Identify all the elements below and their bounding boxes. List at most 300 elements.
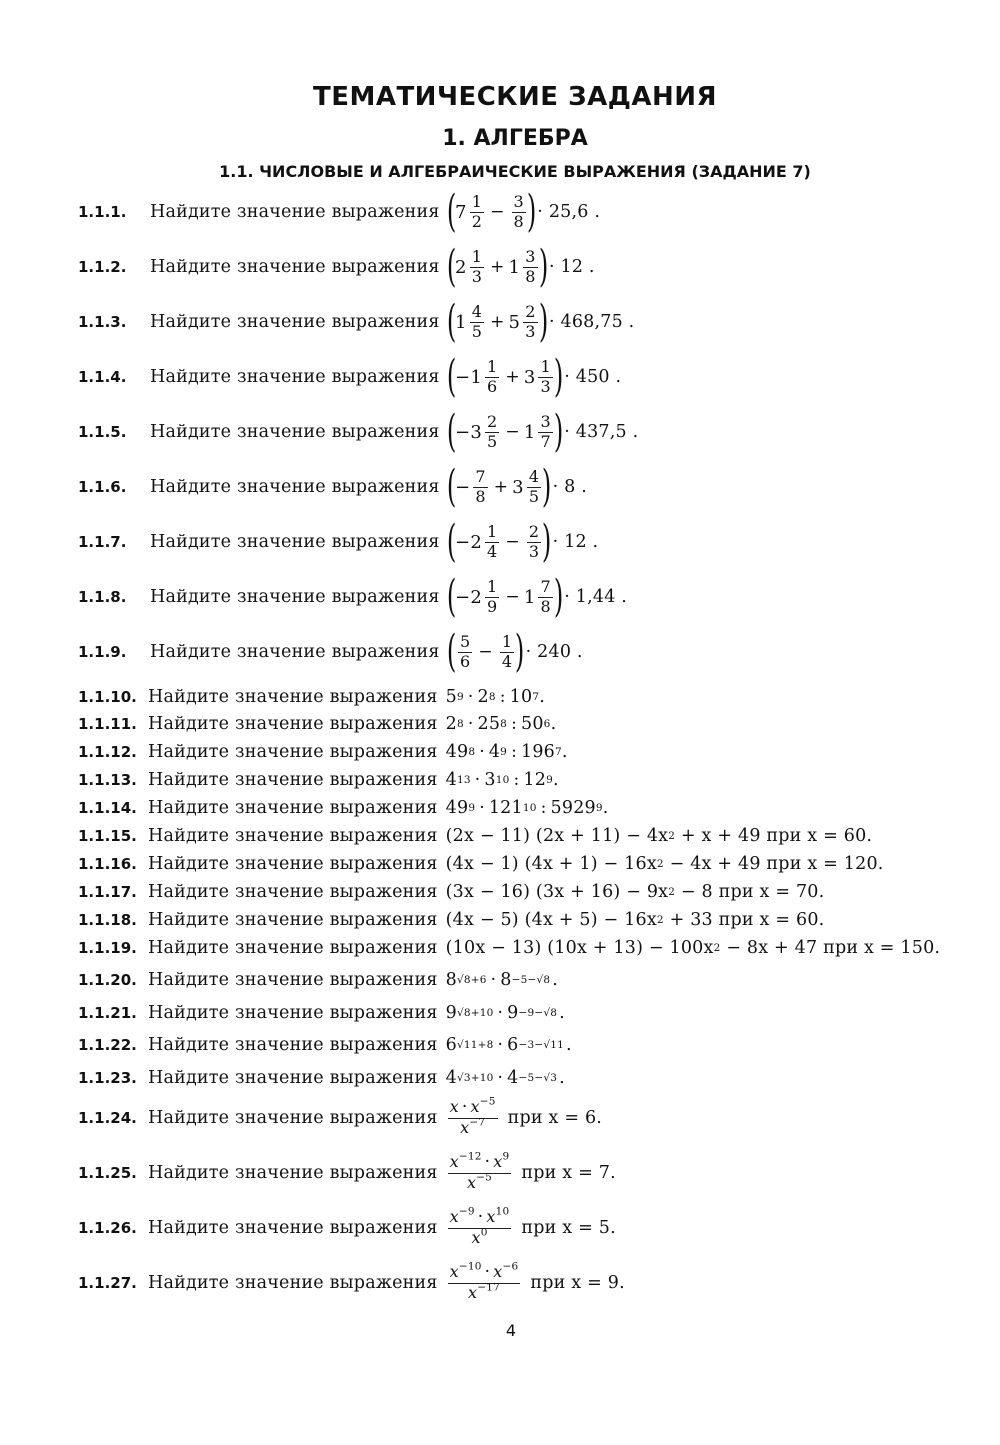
problem-number: 1.1.12. [78, 743, 137, 761]
fraction [448, 1205, 512, 1248]
exponent: −12 [458, 1150, 482, 1163]
denominator: 6 [486, 376, 498, 396]
whole-part: 5 [508, 311, 521, 333]
base: 8 [500, 970, 512, 990]
fraction [470, 191, 484, 231]
numerator: 1 [471, 246, 483, 266]
expression-tail: · 8 . [552, 477, 587, 497]
problem-lead: Найдите значение выражения [148, 938, 438, 958]
mixed-number [523, 411, 555, 451]
problem-lead: Найдите значение выражения [148, 1218, 438, 1238]
problem-number: 1.1.10. [78, 688, 137, 706]
exponent: 0 [480, 1226, 488, 1239]
operator: · [490, 970, 497, 990]
expression [446, 461, 552, 512]
base: 49 [445, 798, 469, 818]
problem-lead: Найдите значение выражения [150, 257, 440, 277]
problem-number: 1.1.27. [78, 1274, 137, 1292]
variable: x [493, 1262, 503, 1282]
problem-lead: Найдите значение выражения [150, 202, 440, 222]
whole-part: 1 [523, 421, 536, 443]
expression-tail: при x = 5. [521, 1218, 616, 1238]
denominator: 8 [525, 266, 536, 286]
problem-text [150, 351, 622, 402]
left-paren: ( [446, 571, 457, 622]
problem-text [150, 516, 599, 567]
fraction [470, 246, 484, 286]
whole-part: −3 [455, 421, 482, 443]
problem-text [148, 1150, 616, 1193]
problem-lead: Найдите значение выражения [148, 1108, 438, 1128]
left-paren: ( [446, 241, 457, 292]
operator: · [484, 1152, 491, 1173]
expression-part: (3x − 16) (3x + 16) − 9x [445, 882, 669, 902]
problem-lead: Найдите значение выражения [148, 910, 438, 930]
problem-text [150, 186, 601, 237]
numerator: 2 [528, 521, 540, 541]
mixed-number [455, 191, 486, 231]
expression [446, 626, 525, 677]
exponent: −6 [502, 1260, 519, 1273]
left-paren: ( [446, 626, 457, 677]
problem-number: 1.1.22. [78, 1036, 137, 1054]
operator: : [499, 687, 506, 707]
problem-number: 1.1.21. [78, 1004, 137, 1022]
operator: · [479, 798, 485, 818]
problem-lead: Найдите значение выражения [148, 1003, 438, 1023]
problem-lead: Найдите значение выражения [150, 532, 440, 552]
base: 12 [523, 770, 547, 790]
problem-number: 1.1.20. [78, 971, 137, 989]
expression-part: (10x − 13) (10x + 13) − 100x [445, 938, 714, 958]
operator: · [467, 687, 474, 707]
expression: 4 13 · 3 10 : 12 9 . [445, 770, 559, 790]
mixed-number [455, 301, 486, 341]
problem-text [148, 798, 609, 818]
problem-number: 1.1.5. [78, 423, 127, 441]
whole-part: − [455, 476, 471, 498]
problem-text [148, 742, 568, 762]
base: 2 [445, 714, 457, 734]
right-paren: ) [542, 516, 552, 567]
variable: x [486, 1207, 496, 1227]
problem-text [148, 1003, 565, 1023]
left-paren: ( [446, 406, 457, 457]
problem-text [148, 1035, 572, 1055]
period: . [559, 1003, 565, 1023]
expression-part: (4x − 5) (4x + 5) − 16x [445, 910, 657, 930]
fraction [500, 631, 514, 671]
right-paren: ) [542, 461, 552, 512]
variable: x [449, 1097, 459, 1117]
problem-lead: Найдите значение выражения [148, 770, 438, 790]
subsection-title: 1.1. ЧИСЛОВЫЕ И АЛГЕБРАИЧЕСКИЕ ВЫРАЖЕНИЯ (ЗАДАНИЕ 7) [219, 162, 811, 181]
base: 4 [445, 770, 457, 790]
problem-text [148, 1095, 603, 1138]
expression-tail: при x = 9. [530, 1273, 625, 1293]
whole-part: 1 [523, 586, 536, 608]
base: 49 [445, 742, 469, 762]
expression: 49 9 · 121 10 : 5929 9 . [445, 798, 609, 818]
numerator: 3 [513, 191, 524, 211]
problem-text [148, 687, 545, 707]
base: 10 [509, 687, 533, 707]
denominator: 8 [540, 596, 551, 616]
expression: (2x − 11) (2x + 11) − 4x 2 + x + 49 при x = 60. [445, 826, 873, 846]
problem-lead: Найдите значение выражения [150, 587, 440, 607]
fraction [485, 521, 499, 561]
period: . [539, 687, 545, 707]
right-paren: ) [515, 626, 525, 677]
variable: x [449, 1262, 459, 1282]
section-title: 1. АЛГЕБРА [442, 126, 588, 151]
problem-text [150, 241, 595, 292]
mixed-number [509, 191, 528, 231]
base: 6 [507, 1035, 519, 1055]
right-paren: ) [526, 186, 537, 237]
base: 196 [521, 742, 556, 762]
problem-number: 1.1.24. [78, 1109, 137, 1127]
problem-lead: Найдите значение выражения [148, 1273, 438, 1293]
expression: (4x − 5) (4x + 5) − 16x 2 + 33 при x = 60. [445, 910, 825, 930]
problem-text [150, 571, 628, 622]
base: 9 [507, 1003, 519, 1023]
denominator: 8 [513, 211, 524, 231]
expression-rest: + 33 при x = 60. [663, 910, 825, 930]
problem-number: 1.1.11. [78, 715, 137, 733]
expression-tail: · 25,6 . [537, 202, 601, 222]
problem-number: 1.1.15. [78, 827, 137, 845]
problem-lead: Найдите значение выражения [148, 714, 438, 734]
numerator: 4 [471, 301, 483, 321]
numerator: 7 [475, 466, 486, 486]
expression-tail: · 1,44 . [564, 587, 628, 607]
mixed-number [523, 356, 555, 396]
denominator: 3 [471, 266, 483, 286]
problem-text [148, 910, 824, 930]
problem-number: 1.1.7. [78, 533, 127, 551]
period: . [559, 1068, 565, 1088]
base: 5929 [550, 798, 596, 818]
right-paren: ) [538, 296, 549, 347]
problem-number: 1.1.25. [78, 1164, 137, 1182]
right-paren: ) [553, 351, 564, 402]
base: 3 [484, 770, 496, 790]
numerator [448, 1205, 512, 1229]
problem-number: 1.1.6. [78, 478, 127, 496]
exponent: −5 [476, 1171, 493, 1184]
right-paren: ) [538, 241, 549, 292]
denominator [469, 1226, 489, 1248]
mixed-number [455, 576, 501, 616]
whole-part: 3 [523, 366, 536, 388]
problem-number: 1.1.26. [78, 1219, 137, 1237]
numerator: 7 [540, 576, 551, 596]
problem-lead: Найдите значение выражения [148, 854, 438, 874]
problem-number: 1.1.23. [78, 1069, 137, 1087]
expression-part: (4x − 1) (4x + 1) − 16x [445, 854, 657, 874]
whole-part: 2 [455, 256, 467, 278]
mixed-number [497, 631, 516, 671]
expression: 9 √8+10 · 9 −9−√8 . [445, 1003, 565, 1023]
operator: + [505, 367, 520, 387]
problem-number: 1.1.14. [78, 799, 137, 817]
mixed-number [455, 246, 486, 286]
denominator: 5 [528, 486, 540, 506]
denominator [465, 1171, 494, 1193]
expression: 4 √3+10 · 4 −5−√3 . [445, 1068, 565, 1088]
denominator: 3 [540, 376, 551, 396]
problem-lead: Найдите значение выражения [148, 687, 438, 707]
operator: · [467, 714, 474, 734]
exponent: 10 [495, 1205, 510, 1218]
expression-rest: − 4x + 49 при x = 120. [663, 854, 884, 874]
denominator: 5 [486, 431, 498, 451]
expression-tail: · 12 . [548, 257, 595, 277]
base: 2 [477, 687, 489, 707]
operator: · [479, 742, 485, 762]
fraction [523, 246, 537, 286]
problem-text [148, 1068, 565, 1088]
expression: 6 √11+8 · 6 −3−√11 . [445, 1035, 572, 1055]
denominator: 7 [540, 431, 551, 451]
expression-part: (2x − 11) (2x + 11) − 4x [445, 826, 669, 846]
expression [446, 351, 564, 402]
variable: x [470, 1097, 480, 1117]
denominator: 4 [501, 651, 513, 671]
problem-lead: Найдите значение выражения [148, 1163, 438, 1183]
fraction [538, 411, 552, 451]
left-paren: ( [446, 461, 457, 512]
expression-tail: при x = 7. [521, 1163, 616, 1183]
problem-text [148, 1205, 616, 1248]
operator: : [511, 714, 517, 734]
base: 4 [445, 1068, 457, 1088]
problem-lead: Найдите значение выражения [150, 642, 440, 662]
expression: (10x − 13) (10x + 13) − 100x 2 − 8x + 47 при x = 150. [445, 938, 941, 958]
period: . [552, 970, 559, 990]
problem-lead: Найдите значение выражения [148, 742, 438, 762]
problem-text [150, 626, 583, 677]
numerator: 4 [528, 466, 540, 486]
numerator: 2 [486, 411, 498, 431]
exponent: −5 [479, 1095, 496, 1108]
fraction [448, 1150, 512, 1193]
operator: + [490, 257, 505, 277]
numerator: 3 [525, 246, 536, 266]
problem-lead: Найдите значение выражения [148, 798, 438, 818]
problem-lead: Найдите значение выражения [148, 1068, 438, 1088]
operator: : [513, 770, 520, 790]
left-paren: ( [446, 296, 457, 347]
fraction [527, 466, 541, 506]
problem-text [148, 938, 940, 958]
problem-lead: Найдите значение выражения [148, 970, 438, 990]
operator: · [484, 1262, 491, 1283]
variable: x [468, 1283, 478, 1303]
operator: · [497, 1003, 504, 1023]
problem-lead: Найдите значение выражения [148, 1035, 438, 1055]
problem-lead: Найдите значение выражения [150, 422, 440, 442]
expression: 49 8 · 4 9 : 196 7 . [445, 742, 568, 762]
mixed-number [455, 521, 501, 561]
problem-number: 1.1.4. [78, 368, 127, 386]
numerator: 5 [460, 631, 471, 651]
mixed-number [523, 576, 555, 616]
mixed-number [455, 631, 474, 671]
denominator: 6 [460, 651, 471, 671]
numerator: 3 [540, 411, 551, 431]
expression [446, 241, 549, 292]
problem-lead: Найдите значение выражения [150, 477, 440, 497]
problem-text [148, 770, 559, 790]
denominator [466, 1281, 502, 1303]
whole-part: −2 [455, 531, 482, 553]
denominator: 3 [528, 541, 540, 561]
problem-number: 1.1.17. [78, 883, 137, 901]
expression-tail: · 450 . [564, 367, 622, 387]
page-title: ТЕМАТИЧЕСКИЕ ЗАДАНИЯ [312, 82, 718, 112]
expression [446, 296, 549, 347]
fraction [523, 301, 537, 341]
whole-part: 1 [508, 256, 521, 278]
whole-part: 1 [455, 311, 467, 333]
variable: x [471, 1228, 481, 1248]
problem-text [148, 826, 872, 846]
expression: 5 9 · 2 8 : 10 7 . [445, 687, 545, 707]
operator: − [505, 587, 520, 607]
operator: · [461, 1097, 468, 1118]
mixed-number [455, 466, 490, 506]
period: . [602, 798, 609, 818]
variable: x [449, 1207, 459, 1227]
fraction [485, 411, 499, 451]
expression: 8 √8+6 · 8 −5−√8 . [445, 970, 559, 990]
operator: + [493, 477, 509, 497]
right-paren: ) [553, 571, 564, 622]
numerator: 1 [486, 521, 498, 541]
fraction [470, 301, 484, 341]
expression [446, 516, 552, 567]
expression: (3x − 16) (3x + 16) − 9x 2 − 8 при x = 70. [445, 882, 825, 902]
exponent: −9 [458, 1205, 475, 1218]
problem-text [148, 1260, 625, 1303]
exponent: −10 [458, 1260, 482, 1273]
problem-text [150, 406, 639, 457]
problem-number: 1.1.8. [78, 588, 127, 606]
problem-lead: Найдите значение выражения [148, 882, 438, 902]
period: . [561, 742, 568, 762]
fraction [473, 466, 487, 506]
base: 121 [488, 798, 523, 818]
whole-part: 7 [455, 201, 467, 223]
problem-number: 1.1.16. [78, 855, 137, 873]
fraction [512, 191, 526, 231]
base: 8 [445, 970, 457, 990]
denominator [458, 1116, 487, 1138]
fraction [527, 521, 541, 561]
operator: + [490, 312, 505, 332]
expression-tail: · 12 . [552, 532, 599, 552]
denominator: 4 [486, 541, 498, 561]
expression [446, 186, 537, 237]
denominator: 2 [471, 211, 483, 231]
fraction [448, 1260, 521, 1303]
operator: − [505, 532, 520, 552]
numerator: 1 [486, 576, 498, 596]
operator: · [497, 1035, 504, 1055]
operator: · [474, 770, 481, 790]
left-paren: ( [446, 516, 457, 567]
problem-number: 1.1.1. [78, 203, 127, 221]
expression [446, 406, 564, 457]
mixed-number [455, 356, 501, 396]
problem-text [150, 461, 587, 512]
operator: − [505, 422, 520, 442]
variable: x [449, 1152, 459, 1172]
problem-lead: Найдите значение выражения [150, 367, 440, 387]
mixed-number [455, 411, 501, 451]
expression-rest: − 8x + 47 при x = 150. [720, 938, 941, 958]
expression-tail: при x = 6. [507, 1108, 603, 1128]
operator: · [477, 1207, 484, 1228]
numerator: 1 [471, 191, 483, 211]
problem-text [150, 296, 635, 347]
expression: (4x − 1) (4x + 1) − 16x 2 − 4x + 49 при x = 120. [445, 854, 884, 874]
base: 9 [445, 1003, 457, 1023]
period: . [552, 770, 559, 790]
whole-part: −2 [455, 586, 482, 608]
denominator: 3 [525, 321, 536, 341]
period: . [566, 1035, 572, 1055]
operator: − [490, 202, 505, 222]
problem-number: 1.1.19. [78, 939, 137, 957]
base: 6 [445, 1035, 457, 1055]
base: 5 [445, 687, 457, 707]
numerator: 1 [540, 356, 551, 376]
whole-part: −1 [455, 366, 482, 388]
problem-number: 1.1.3. [78, 313, 127, 331]
right-paren: ) [553, 406, 564, 457]
left-paren: ( [446, 351, 457, 402]
expression: 2 8 · 25 8 : 50 6 . [445, 714, 557, 734]
expression-rest: + x + 49 при x = 60. [675, 826, 873, 846]
base: 50 [521, 714, 544, 734]
denominator: 9 [486, 596, 498, 616]
problem-number: 1.1.2. [78, 258, 127, 276]
numerator: 1 [486, 356, 498, 376]
fraction [458, 631, 472, 671]
expression-tail: · 468,75 . [548, 312, 635, 332]
variable: x [460, 1118, 470, 1138]
fraction [485, 356, 499, 396]
expression-tail: · 437,5 . [564, 422, 639, 442]
numerator: 1 [501, 631, 513, 651]
numerator: 2 [525, 301, 536, 321]
period: . [550, 714, 557, 734]
exponent: −7 [469, 1116, 486, 1129]
variable: x [493, 1152, 503, 1172]
problem-lead: Найдите значение выражения [148, 826, 438, 846]
variable: x [466, 1173, 477, 1193]
fraction [538, 576, 552, 616]
mixed-number [508, 301, 540, 341]
mixed-number [512, 466, 543, 506]
operator: − [478, 642, 493, 662]
base: 4 [507, 1068, 519, 1088]
problem-text [148, 970, 558, 990]
denominator: 5 [471, 321, 483, 341]
